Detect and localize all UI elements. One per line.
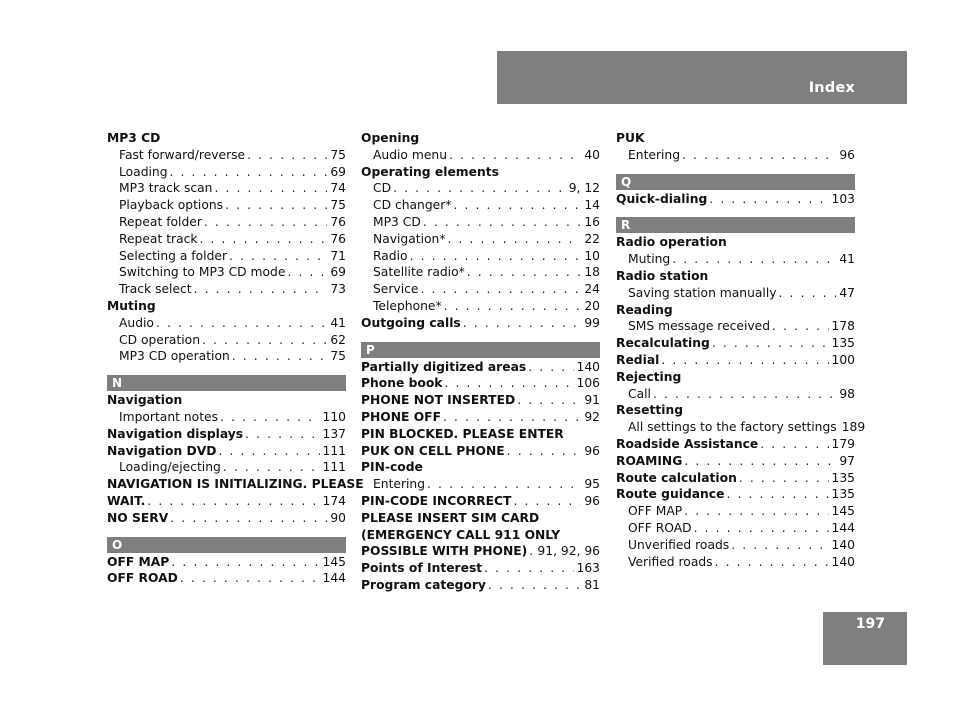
entry-label: Radio operation	[616, 235, 727, 250]
entry-label: POSSIBLE WITH PHONE)	[361, 544, 528, 559]
page-number: 197	[855, 616, 885, 632]
index-entry	[361, 443, 600, 460]
dot-leader	[694, 520, 829, 537]
entry-label: CD changer*	[373, 198, 452, 213]
entry-label: Navigation	[107, 393, 183, 408]
dot-leader	[204, 214, 327, 231]
page-reference: 96	[839, 147, 855, 162]
page-reference: 163	[576, 561, 600, 576]
index-subentry	[107, 197, 346, 214]
section-letter-bar: R	[616, 217, 855, 233]
index-subentry	[361, 231, 600, 248]
page-reference: 22	[584, 231, 600, 246]
index-subentry	[107, 164, 346, 181]
page-reference: 100	[831, 352, 855, 367]
entry-label: Quick-dialing	[616, 191, 708, 206]
index-column-1	[107, 130, 364, 587]
entry-label: Switching to MP3 CD mode	[119, 265, 286, 280]
entry-label: NAVIGATION IS INITIALIZING. PLEASE	[107, 477, 364, 492]
entry-label: Track select	[119, 282, 192, 297]
entry-label: Saving station manually	[628, 285, 777, 300]
dot-leader	[170, 164, 328, 181]
page-reference: 137	[322, 426, 346, 441]
section-letter-bar: Q	[616, 174, 855, 190]
dot-leader	[214, 180, 327, 197]
page-reference: 140	[831, 554, 855, 569]
dot-leader	[247, 147, 327, 164]
entry-label: (EMERGENCY CALL 911 ONLY	[361, 527, 561, 542]
page-reference: 106	[576, 376, 600, 391]
entry-label: Repeat track	[119, 231, 198, 246]
entry-label: Route calculation	[616, 470, 737, 485]
dot-leader	[245, 426, 319, 443]
page-reference: 24	[584, 282, 600, 297]
index-entry	[107, 493, 346, 510]
section-letter-bar: P	[361, 342, 600, 358]
index-entry	[616, 486, 855, 503]
entry-label: Navigation displays	[107, 426, 244, 441]
entry-label: Verified roads	[628, 554, 713, 569]
page-reference: 14	[584, 198, 600, 213]
page-reference: 145	[831, 504, 855, 519]
index-entry	[616, 453, 855, 470]
entry-label: Navigation DVD	[107, 443, 217, 458]
dot-leader	[443, 409, 581, 426]
index-subentry	[616, 537, 855, 554]
dot-leader	[513, 493, 581, 510]
entry-label: Selecting a folder	[119, 248, 228, 263]
index-entry	[616, 402, 855, 419]
dot-leader	[420, 281, 581, 298]
dot-leader	[684, 503, 828, 520]
entry-label: Repeat folder	[119, 214, 202, 229]
entry-label: Reading	[616, 302, 673, 317]
page-reference: 110	[322, 409, 346, 424]
index-subentry	[107, 315, 346, 332]
page-reference: 91	[584, 393, 600, 408]
dot-leader	[726, 486, 828, 503]
entry-label: PIN-code	[361, 460, 423, 475]
dot-leader	[517, 392, 581, 409]
index-entry	[107, 570, 346, 587]
index-column-2	[361, 130, 600, 594]
dot-leader	[220, 409, 320, 426]
page-reference: 135	[831, 487, 855, 502]
dot-leader	[712, 335, 829, 352]
dot-leader	[760, 436, 828, 453]
index-entry	[361, 375, 600, 392]
index-entry	[107, 426, 346, 443]
index-entry	[616, 335, 855, 352]
index-entry	[361, 459, 600, 476]
index-subentry	[107, 231, 346, 248]
page-reference: 75	[330, 198, 346, 213]
entry-label: OFF MAP	[628, 504, 683, 519]
index-subentry	[616, 251, 855, 268]
dot-leader	[170, 510, 327, 527]
entry-label: CD	[373, 181, 392, 196]
page-title: Index	[808, 80, 855, 96]
dot-leader	[171, 554, 319, 571]
entry-label: Entering	[373, 477, 426, 492]
index-subentry	[107, 147, 346, 164]
index-entry	[361, 315, 600, 332]
dot-leader	[682, 147, 836, 164]
index-entry	[361, 359, 600, 376]
entry-label: PLEASE INSERT SIM CARD	[361, 510, 540, 525]
dot-leader	[287, 264, 327, 281]
dot-leader	[393, 180, 566, 197]
index-entry	[361, 543, 600, 560]
entry-label: Opening	[361, 131, 420, 145]
dot-leader	[507, 443, 582, 460]
entry-label: MP3 CD	[373, 214, 421, 229]
index-entry	[616, 436, 855, 453]
dot-leader	[449, 147, 581, 164]
entry-label: Partially digitized areas	[361, 359, 527, 374]
page-reference: 140	[576, 359, 600, 374]
entry-label: PHONE NOT INSERTED	[361, 393, 516, 408]
page-reference: 98	[839, 386, 855, 401]
index-entry	[361, 527, 600, 544]
dot-leader	[427, 476, 581, 493]
page-reference: 144	[322, 571, 346, 586]
page-reference: 95	[584, 477, 600, 492]
entry-label: Radio station	[616, 268, 709, 283]
index-subentry	[107, 281, 346, 298]
index-entry	[361, 426, 600, 443]
index-entry	[361, 510, 600, 527]
index-subentry	[616, 318, 855, 335]
index-entry	[107, 298, 346, 315]
index-subentry	[107, 214, 346, 231]
entry-label: Telephone*	[373, 298, 442, 313]
page-reference: 91, 92, 96	[537, 544, 600, 559]
index-subentry	[361, 197, 600, 214]
page-reference: 62	[330, 332, 346, 347]
entry-label: Playback options	[119, 198, 224, 213]
index-subentry	[361, 281, 600, 298]
dot-leader	[467, 264, 582, 281]
entry-label: Points of Interest	[361, 561, 483, 576]
section-letter-bar: O	[107, 537, 346, 553]
entry-label: PHONE OFF	[361, 409, 441, 424]
dot-leader	[463, 315, 582, 332]
entry-label: OFF ROAD	[628, 520, 692, 535]
entry-label: Audio menu	[373, 147, 447, 162]
entry-label: Muting	[628, 252, 671, 267]
page-reference: 144	[831, 520, 855, 535]
index-entry	[107, 443, 346, 460]
index-entry	[616, 130, 855, 147]
entry-label: Satellite radio*	[373, 265, 465, 280]
dot-leader	[488, 577, 581, 594]
entry-label: PIN-CODE INCORRECT	[361, 493, 512, 508]
page-reference: 81	[584, 577, 600, 592]
index-subentry	[361, 214, 600, 231]
page-reference: 135	[831, 470, 855, 485]
index-entry	[616, 352, 855, 369]
index-subentry	[616, 520, 855, 537]
index-subentry	[107, 332, 346, 349]
index-entry	[361, 493, 600, 510]
page-reference: 174	[322, 493, 346, 508]
dot-leader	[225, 197, 327, 214]
index-subentry	[361, 180, 600, 197]
index-subentry	[616, 386, 855, 403]
entry-label: CD operation	[119, 332, 201, 347]
entry-label: WAIT.	[107, 493, 146, 508]
entry-label: Redial	[616, 352, 660, 367]
index-subentry	[107, 180, 346, 197]
entry-label: NO SERV	[107, 510, 169, 525]
index-subentry	[107, 264, 346, 281]
page-reference: 111	[322, 460, 346, 475]
dot-leader	[739, 470, 829, 487]
index-subentry	[616, 147, 855, 164]
page-reference: 178	[831, 319, 855, 334]
dot-leader	[653, 386, 836, 403]
dot-leader	[672, 251, 836, 268]
index-entry	[616, 302, 855, 319]
index-entry	[616, 268, 855, 285]
index-entry	[107, 554, 346, 571]
entry-label: PIN BLOCKED. PLEASE ENTER	[361, 426, 564, 441]
entry-label: Important notes	[119, 409, 218, 424]
entry-label: SMS message received	[628, 319, 771, 334]
index-subentry	[107, 459, 346, 476]
page-reference: 140	[831, 537, 855, 552]
page-reference: 76	[330, 214, 346, 229]
index-entry	[107, 392, 346, 409]
entry-label: Radio	[373, 248, 408, 263]
dot-leader	[232, 348, 328, 365]
dot-leader	[180, 570, 320, 587]
dot-leader	[410, 248, 582, 265]
page-reference: 47	[839, 285, 855, 300]
entry-label: Program category	[361, 577, 486, 592]
entry-label: Entering	[628, 147, 681, 162]
index-entry	[107, 476, 364, 493]
index-entry	[616, 191, 855, 208]
page-reference: 10	[584, 248, 600, 263]
entry-label: MP3 track scan	[119, 181, 213, 196]
page-reference: 71	[330, 248, 346, 263]
page-reference: 20	[584, 298, 600, 313]
entry-label: MP3 CD	[107, 131, 161, 145]
entry-label: All settings to the factory settings	[628, 420, 837, 435]
entry-label: OFF MAP	[107, 554, 170, 569]
page-reference: 99	[584, 315, 600, 330]
page-reference: 111	[322, 443, 346, 458]
entry-label: Loading	[119, 164, 168, 179]
entry-label: Unverified roads	[628, 537, 730, 552]
index-subentry	[107, 248, 346, 265]
page-reference: 145	[322, 554, 346, 569]
page-reference: 90	[330, 510, 346, 525]
index-subentry	[107, 409, 346, 426]
dot-leader	[223, 459, 320, 476]
index-subentry	[616, 285, 855, 302]
page-reference: 73	[330, 282, 346, 297]
dot-leader	[200, 231, 328, 248]
entry-label: ROAMING	[616, 453, 683, 468]
dot-leader	[684, 453, 836, 470]
entry-label: Muting	[107, 298, 156, 313]
index-subentry	[616, 419, 866, 436]
index-entry	[616, 369, 855, 386]
page-reference: 75	[330, 349, 346, 364]
entry-label: Recalculating	[616, 336, 710, 351]
index-entry	[361, 560, 600, 577]
page-reference: 16	[584, 214, 600, 229]
index-subentry	[361, 147, 600, 164]
page-reference: 76	[330, 231, 346, 246]
dot-leader	[529, 543, 534, 560]
dot-leader	[218, 443, 319, 460]
index-subentry	[616, 554, 855, 571]
index-subentry	[361, 248, 600, 265]
page-reference: 40	[584, 147, 600, 162]
entry-label: Roadside Assistance	[616, 436, 759, 451]
entry-label: Fast forward/reverse	[119, 147, 246, 162]
index-subentry	[361, 264, 600, 281]
index-subentry	[107, 348, 346, 365]
index-subentry	[361, 476, 600, 493]
entry-label: Operating elements	[361, 164, 499, 179]
index-entry	[361, 392, 600, 409]
dot-leader	[229, 248, 327, 265]
dot-leader	[453, 197, 581, 214]
entry-label: OFF ROAD	[107, 571, 178, 586]
page-reference: 97	[839, 453, 855, 468]
page-reference: 96	[584, 493, 600, 508]
entry-label: MP3 CD operation	[119, 349, 230, 364]
index-entry	[361, 577, 600, 594]
dot-leader	[731, 537, 828, 554]
dot-leader	[661, 352, 828, 369]
entry-label: Call	[628, 386, 651, 401]
index-subentry	[361, 298, 600, 315]
entry-label: Loading/ejecting	[119, 460, 221, 475]
dot-leader	[772, 318, 828, 335]
entry-label: Outgoing calls	[361, 315, 461, 330]
header-bar	[497, 51, 907, 104]
page-reference: 74	[330, 181, 346, 196]
page-reference: 41	[839, 252, 855, 267]
index-column-3	[616, 130, 866, 570]
page-reference: 69	[330, 265, 346, 280]
index-entry	[361, 409, 600, 426]
index-entry	[361, 130, 600, 147]
page-reference: 9, 12	[568, 181, 600, 196]
dot-leader	[715, 554, 829, 571]
index-entry	[107, 130, 346, 147]
dot-leader	[528, 359, 573, 376]
index-entry	[107, 510, 346, 527]
page-number-box	[823, 612, 907, 665]
page-reference: 189	[841, 420, 866, 435]
entry-label: Navigation*	[373, 231, 446, 246]
page-reference: 179	[831, 436, 855, 451]
dot-leader	[202, 332, 327, 349]
page-reference: 103	[831, 191, 855, 206]
entry-label: Service	[373, 282, 419, 297]
section-letter-bar: N	[107, 375, 346, 391]
dot-leader	[444, 375, 573, 392]
dot-leader	[423, 214, 582, 231]
dot-leader	[779, 285, 837, 302]
dot-leader	[156, 315, 327, 332]
page-reference: 18	[584, 265, 600, 280]
index-entry	[616, 234, 855, 251]
entry-label: PUK	[616, 131, 645, 145]
index-entry	[361, 164, 600, 181]
entry-label: Phone book	[361, 376, 443, 391]
page-reference: 41	[330, 315, 346, 330]
entry-label: Route guidance	[616, 487, 725, 502]
entry-label: PUK ON CELL PHONE	[361, 443, 505, 458]
dot-leader	[194, 281, 328, 298]
page-reference: 96	[584, 443, 600, 458]
page-reference: 75	[330, 147, 346, 162]
page-reference: 92	[584, 409, 600, 424]
dot-leader	[709, 191, 828, 208]
page-reference: 69	[330, 164, 346, 179]
dot-leader	[444, 298, 582, 315]
dot-leader	[484, 560, 573, 577]
entry-label: Rejecting	[616, 369, 682, 384]
dot-leader	[447, 231, 581, 248]
page-reference: 135	[831, 336, 855, 351]
entry-label: Audio	[119, 315, 154, 330]
entry-label: Resetting	[616, 403, 683, 418]
index-subentry	[616, 503, 855, 520]
dot-leader	[147, 493, 319, 510]
index-entry	[616, 470, 855, 487]
